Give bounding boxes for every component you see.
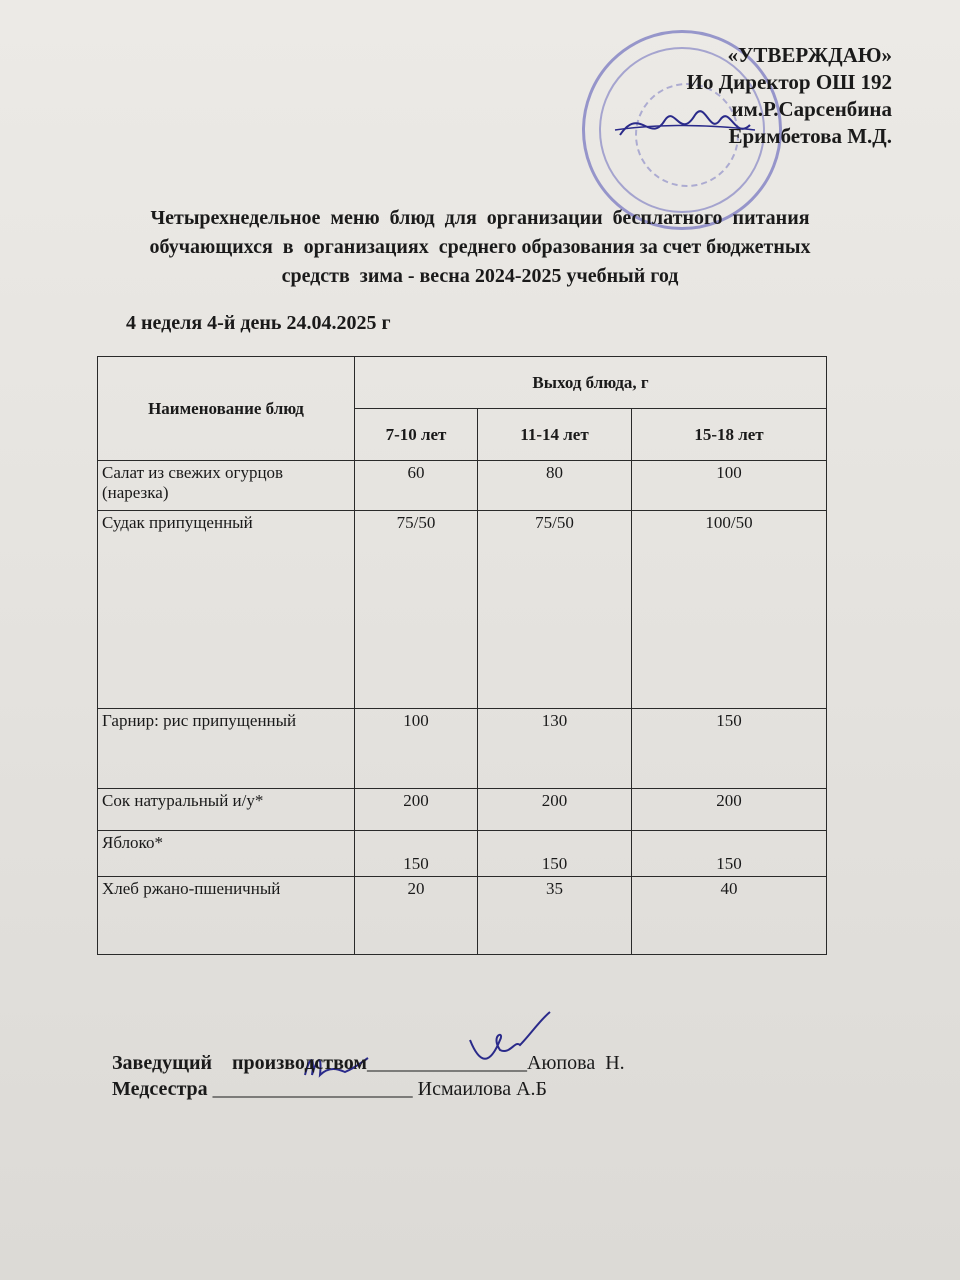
table-row xyxy=(98,789,827,831)
title-line-1: Четырехнедельное меню блюд для организации бесплатного питания xyxy=(150,207,810,229)
value-7-10: 150 xyxy=(355,831,478,877)
header-output: Выход блюда, г xyxy=(355,357,827,409)
value-7-10: 20 xyxy=(355,877,478,955)
table-row xyxy=(98,511,827,709)
document-title xyxy=(55,204,905,291)
title-line-3: средств зима - весна 2024-2025 учебный год xyxy=(281,265,679,287)
value-7-10: 200 xyxy=(355,789,478,831)
table-row xyxy=(98,461,827,511)
dish-name: Салат из свежих огурцов (нарезка) xyxy=(98,461,355,511)
menu-table xyxy=(97,356,827,955)
value-11-14: 80 xyxy=(478,461,632,511)
value-11-14: 75/50 xyxy=(478,511,632,709)
value-11-14: 200 xyxy=(478,789,632,831)
menu-day: 4 неделя 4-й день 24.04.2025 г xyxy=(126,312,391,334)
header-dish: Наименование блюд xyxy=(98,357,355,461)
value-7-10: 60 xyxy=(355,461,478,511)
value-11-14: 35 xyxy=(478,877,632,955)
value-11-14: 130 xyxy=(478,709,632,789)
value-15-18: 200 xyxy=(632,789,827,831)
name-production-manager: Аюпова Н. xyxy=(527,1052,625,1074)
value-15-18: 150 xyxy=(632,709,827,789)
dish-name: Судак припущенный xyxy=(98,511,355,709)
role-production-manager: Заведущий производством xyxy=(112,1052,368,1074)
value-7-10: 75/50 xyxy=(355,511,478,709)
dish-name: Яблоко* xyxy=(98,831,355,877)
table-row xyxy=(98,877,827,955)
table-row xyxy=(98,831,827,877)
approval-block xyxy=(687,42,892,150)
header-age-7-10: 7-10 лет xyxy=(355,409,478,461)
approval-position: Ио Директор ОШ 192 xyxy=(686,70,892,94)
signature-underline: ____________________ xyxy=(212,1078,413,1100)
value-15-18: 100 xyxy=(632,461,827,511)
name-nurse: Исмаилова А.Б xyxy=(417,1078,548,1100)
signature-line-nurse xyxy=(112,1076,625,1102)
signatures-block xyxy=(112,1050,625,1102)
approval-school: им.Р.Сарсенбина xyxy=(731,97,892,121)
table-row xyxy=(98,709,827,789)
dish-name: Сок натуральный и/у* xyxy=(98,789,355,831)
value-15-18: 150 xyxy=(632,831,827,877)
approval-title: «УТВЕРЖДАЮ» xyxy=(727,43,892,67)
dish-name: Гарнир: рис припущенный xyxy=(98,709,355,789)
approval-name: Еримбетова М.Д. xyxy=(728,124,892,148)
dish-name: Хлеб ржано-пшеничный xyxy=(98,877,355,955)
title-line-2: обучающихся в организациях среднего образования за счет бюджетных xyxy=(149,236,811,258)
role-nurse: Медсестра xyxy=(112,1078,208,1100)
signature-line-production xyxy=(112,1050,625,1076)
value-15-18: 40 xyxy=(632,877,827,955)
value-7-10: 100 xyxy=(355,709,478,789)
value-11-14: 150 xyxy=(478,831,632,877)
header-age-11-14: 11-14 лет xyxy=(478,409,632,461)
header-age-15-18: 15-18 лет xyxy=(632,409,827,461)
value-15-18: 100/50 xyxy=(632,511,827,709)
signature-underline: ________________ xyxy=(367,1052,528,1074)
